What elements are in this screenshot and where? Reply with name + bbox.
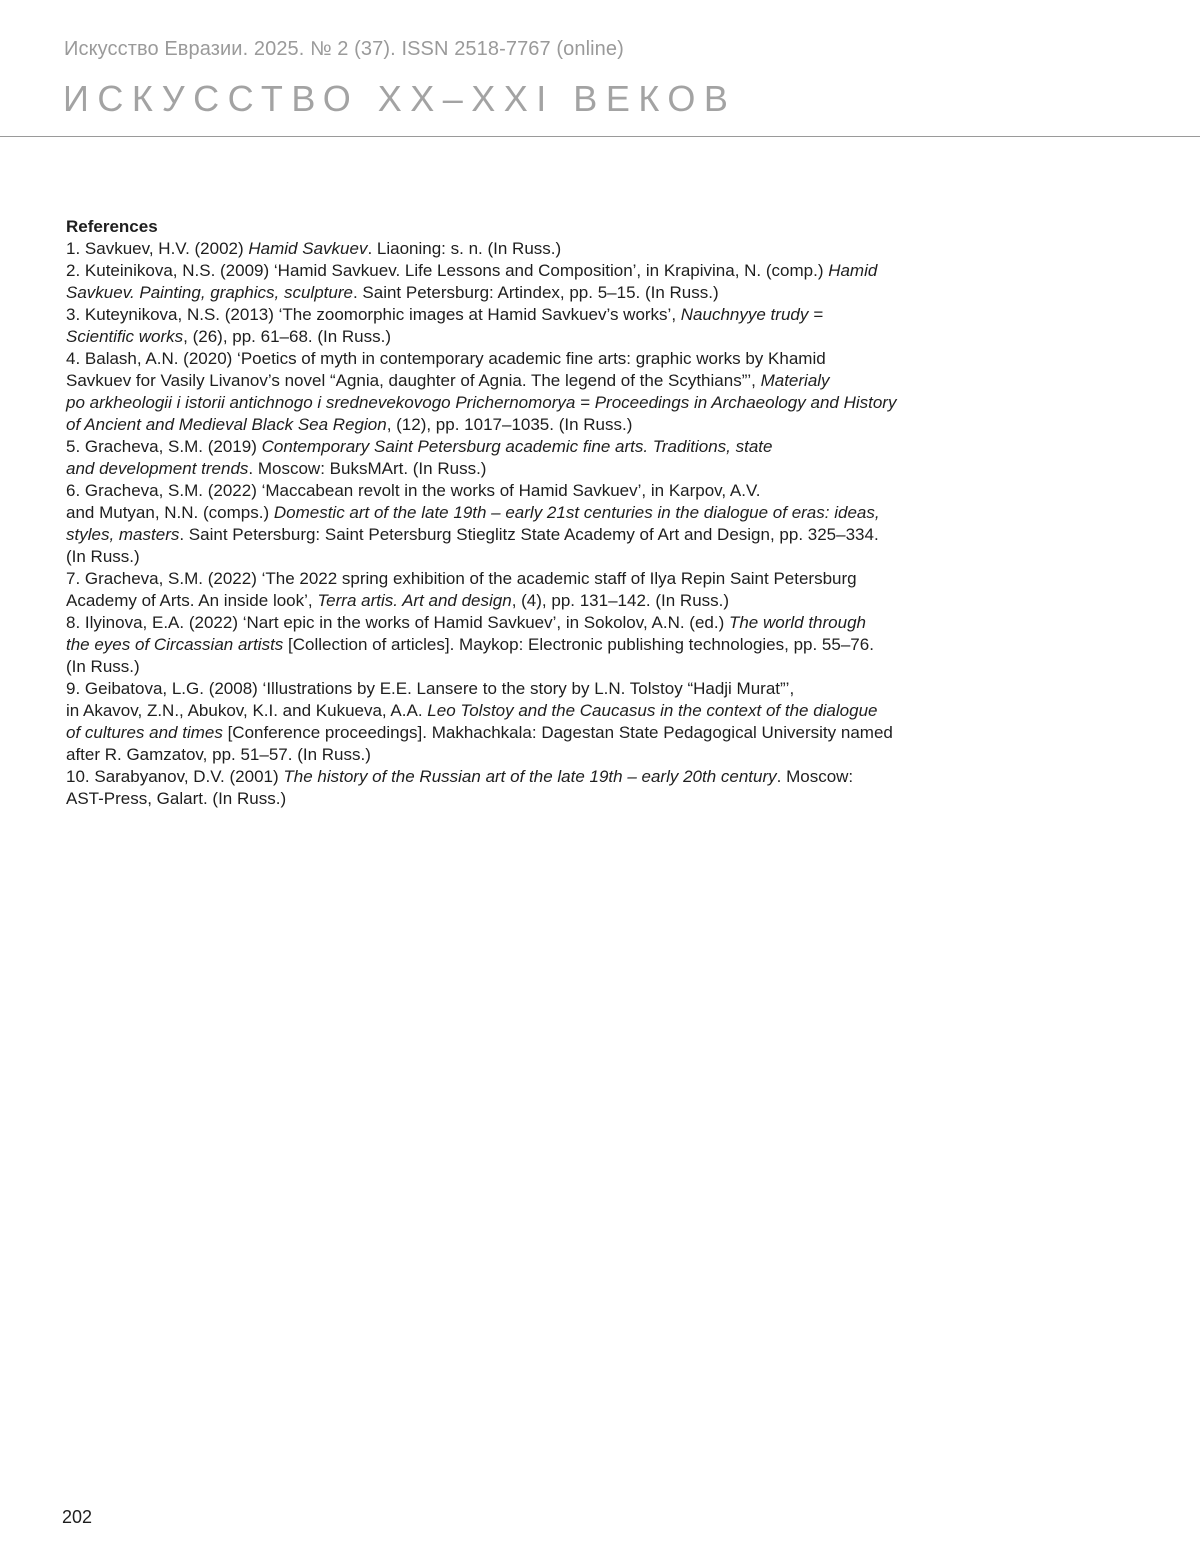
header-divider	[0, 136, 1200, 137]
reference-text: after R. Gamzatov, pp. 51–57. (In Russ.)	[66, 745, 371, 764]
reference-text: 9. Geibatova, L.G. (2008) ‘Illustrations by E.E. Lansere to the story by L.N. Tolstoy “Hadji Murat”’,	[66, 679, 795, 698]
reference-item	[66, 612, 966, 678]
reference-text: 10. Sarabyanov, D.V. (2001)	[66, 767, 284, 786]
reference-text: [Conference proceedings]. Makhachkala: Dagestan State Pedagogical University named	[222, 723, 893, 742]
reference-item	[66, 568, 966, 612]
page-number: 202	[62, 1507, 93, 1527]
reference-text: and Mutyan, N.N. (comps.)	[66, 503, 274, 522]
reference-italic-text: Hamid	[828, 261, 878, 280]
reference-text: 5. Gracheva, S.M. (2019)	[66, 437, 262, 456]
reference-text: 8. Ilyinova, E.A. (2022) ‘Nart epic in the works of Hamid Savkuev’, in Sokolov, A.N. (ed.)	[66, 613, 729, 632]
reference-text: (In Russ.)	[66, 547, 140, 566]
reference-text: in Akavov, Z.N., Abukov, K.I. and Kukueva, A.A.	[66, 701, 428, 720]
reference-text: Academy of Arts. An inside look’,	[66, 591, 318, 610]
reference-item	[66, 436, 966, 480]
reference-text: 6. Gracheva, S.M. (2022) ‘Maccabean revolt in the works of Hamid Savkuev’, in Karpov, A.V.	[66, 481, 761, 500]
reference-text: Savkuev for Vasily Livanov’s novel “Agnia, daughter of Agnia. The legend of the Scythians”’,	[66, 371, 761, 390]
references-heading: References	[66, 217, 158, 236]
reference-italic-text: of Ancient and Medieval Black Sea Region	[66, 415, 387, 434]
section-title: ИСКУССТВО XX–XXI ВЕКОВ	[63, 78, 737, 119]
reference-italic-text: po arkheologii i istorii antichnogo i srednevekovogo Prichernomorya = Proceedings in Archaeology and History	[66, 393, 897, 412]
reference-italic-text: of cultures and times	[66, 723, 223, 742]
reference-italic-text: Materialy	[760, 371, 830, 390]
reference-text: . Saint Petersburg: Artindex, pp. 5–15. (In Russ.)	[352, 283, 719, 302]
reference-text: . Moscow: BuksMArt. (In Russ.)	[248, 459, 487, 478]
reference-italic-text: styles, masters	[66, 525, 180, 544]
reference-text: 1. Savkuev, H.V. (2002)	[66, 239, 249, 258]
reference-item	[66, 766, 966, 810]
reference-item	[66, 678, 966, 766]
reference-text: , (26), pp. 61–68. (In Russ.)	[183, 327, 392, 346]
reference-italic-text: Hamid Savkuev	[248, 239, 368, 258]
reference-italic-text: The world through	[728, 613, 866, 632]
references-section	[66, 216, 966, 810]
reference-text: 4. Balash, A.N. (2020) ‘Poetics of myth in contemporary academic fine arts: graphic works by Khamid	[66, 349, 826, 368]
reference-text: . Saint Petersburg: Saint Petersburg Stieglitz State Academy of Art and Design, pp. 325–334.	[179, 525, 879, 544]
references-list	[66, 238, 966, 810]
reference-text: AST-Press, Galart. (In Russ.)	[66, 789, 287, 808]
reference-item	[66, 348, 966, 436]
reference-text: , (12), pp. 1017–1035. (In Russ.)	[386, 415, 633, 434]
reference-text: . Moscow:	[776, 767, 854, 786]
reference-italic-text: Savkuev. Painting, graphics, sculpture	[66, 283, 353, 302]
reference-text: [Collection of articles]. Maykop: Electronic publishing technologies, pp. 55–76.	[283, 635, 874, 654]
reference-italic-text: Contemporary Saint Petersburg academic fine arts. Traditions, state	[261, 437, 773, 456]
reference-item	[66, 260, 966, 304]
reference-italic-text: the eyes of Circassian artists	[66, 635, 284, 654]
reference-italic-text: and development trends	[66, 459, 249, 478]
reference-text: (In Russ.)	[66, 657, 140, 676]
reference-text: 3. Kuteynikova, N.S. (2013) ‘The zoomorphic images at Hamid Savkuev’s works’,	[66, 305, 681, 324]
reference-item	[66, 304, 966, 348]
reference-italic-text: Scientific works	[66, 327, 184, 346]
reference-text: , (4), pp. 131–142. (In Russ.)	[511, 591, 730, 610]
reference-text: . Liaoning: s. n. (In Russ.)	[367, 239, 562, 258]
reference-italic-text: Leo Tolstoy and the Caucasus in the context of the dialogue	[427, 701, 878, 720]
reference-italic-text: Nauchnyye trudy =	[680, 305, 823, 324]
running-head: Искусство Евразии. 2025. № 2 (37). ISSN 2518-7767 (online)	[64, 38, 624, 60]
reference-item	[66, 238, 966, 260]
reference-italic-text: Terra artis. Art and design	[317, 591, 512, 610]
reference-text: 2. Kuteinikova, N.S. (2009) ‘Hamid Savkuev. Life Lessons and Composition’, in Krapivina, N. (comp.)	[66, 261, 829, 280]
reference-item	[66, 480, 966, 568]
reference-italic-text: The history of the Russian art of the late 19th – early 20th century	[283, 767, 777, 786]
reference-italic-text: Domestic art of the late 19th – early 21st centuries in the dialogue of eras: ideas,	[273, 503, 880, 522]
reference-text: 7. Gracheva, S.M. (2022) ‘The 2022 spring exhibition of the academic staff of Ilya Repin Saint Petersburg	[66, 569, 857, 588]
